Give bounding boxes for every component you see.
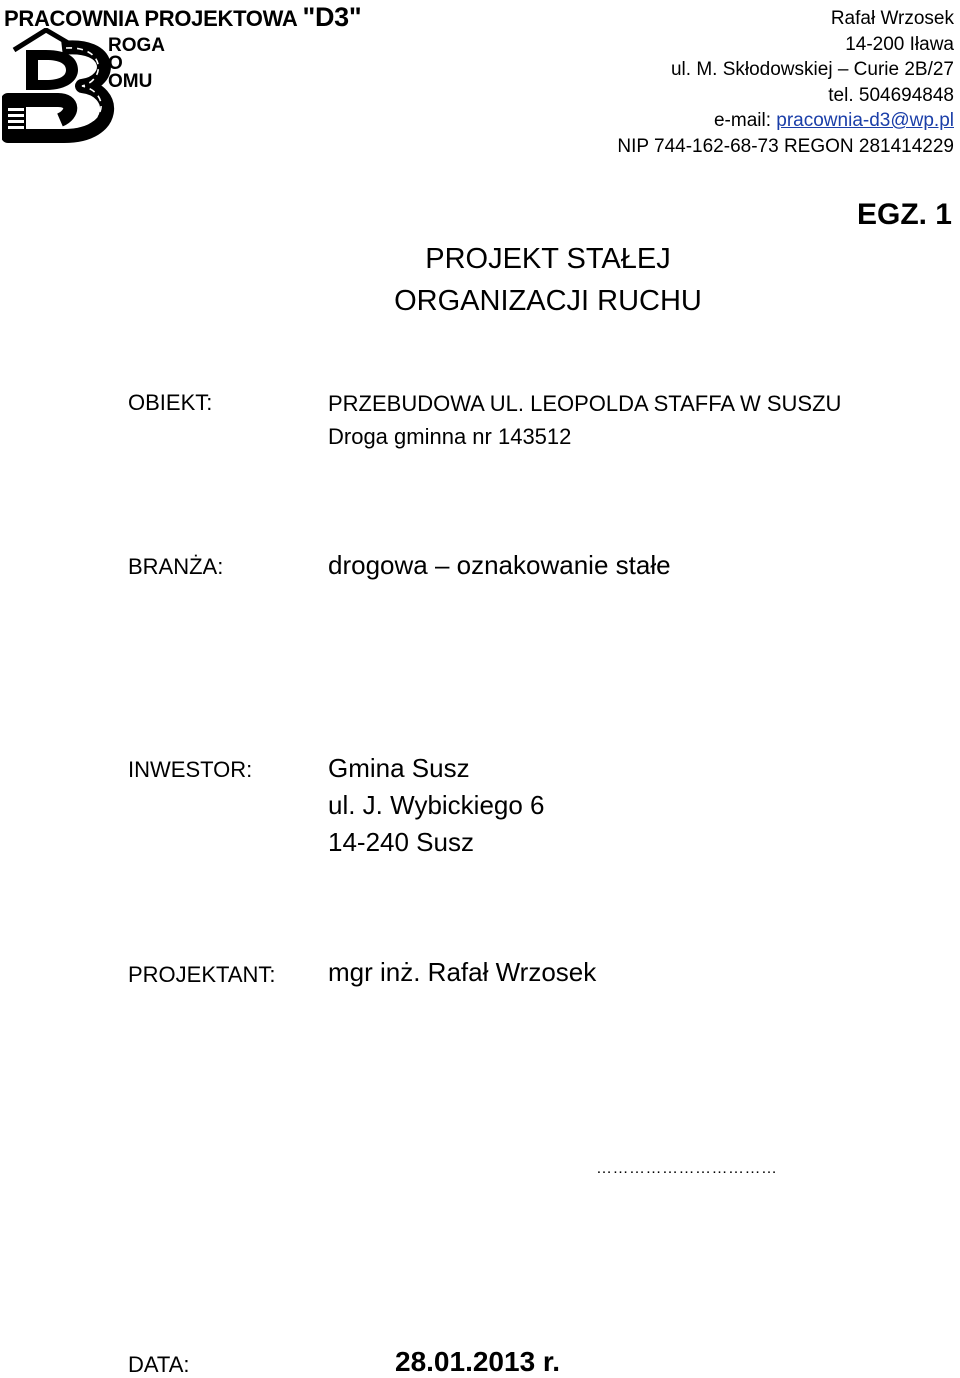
contact-name: Rafał Wrzosek <box>830 8 954 29</box>
logo-word-2: O <box>108 53 123 74</box>
contact-block <box>617 6 954 159</box>
designer-value: mgr inż. Rafał Wrzosek <box>328 957 597 987</box>
date-value: 28.01.2013 r. <box>395 1346 561 1377</box>
company-logo <box>2 28 165 143</box>
object-line2: Droga gminna nr 143512 <box>328 424 572 449</box>
contact-city: 14-200 Iława <box>845 33 954 55</box>
designer-label: PROJEKTANT: <box>128 962 276 987</box>
company-name-suffix: "D3" <box>302 2 362 32</box>
investor-label: INWESTOR: <box>128 757 253 782</box>
investor-line2: ul. J. Wybickiego 6 <box>328 790 545 820</box>
document-title-line2: ORGANIZACJI RUCHU <box>394 285 702 317</box>
contact-email-label: e-mail: <box>713 110 777 131</box>
investor-line3: 14-240 Susz <box>328 827 474 857</box>
contact-street: ul. M. Skłodowskiej – Curie 2B/27 <box>670 59 954 80</box>
branch-label: BRANŻA: <box>128 554 224 579</box>
object-label: OBIEKT: <box>128 390 213 415</box>
contact-email-line <box>617 108 954 134</box>
investor-line1: Gmina Susz <box>328 753 470 783</box>
company-name-prefix: PRACOWNIA PROJEKTOWA <box>4 6 303 31</box>
contact-ids: NIP 744-162-68-73 REGON 281414229 <box>617 135 954 157</box>
email-link[interactable]: pracownia-d3@wp.pl <box>776 110 954 131</box>
copy-number: EGZ. 1 <box>856 198 952 231</box>
document-title <box>348 238 748 322</box>
document-title-line1: PROJEKT STAŁEJ <box>425 243 671 275</box>
investor-value <box>328 750 545 861</box>
object-value <box>328 387 841 453</box>
date-label: DATA: <box>128 1352 190 1377</box>
contact-phone: tel. 504694848 <box>828 84 954 106</box>
logo-word-1: ROGA <box>108 35 165 56</box>
object-line1: PRZEBUDOWA UL. LEOPOLDA STAFFA W SUSZU <box>328 391 842 416</box>
logo-word-3: OMU <box>108 71 153 92</box>
branch-value: drogowa – oznakowanie stałe <box>328 550 671 580</box>
signature-line: …………………………… <box>596 1160 778 1177</box>
